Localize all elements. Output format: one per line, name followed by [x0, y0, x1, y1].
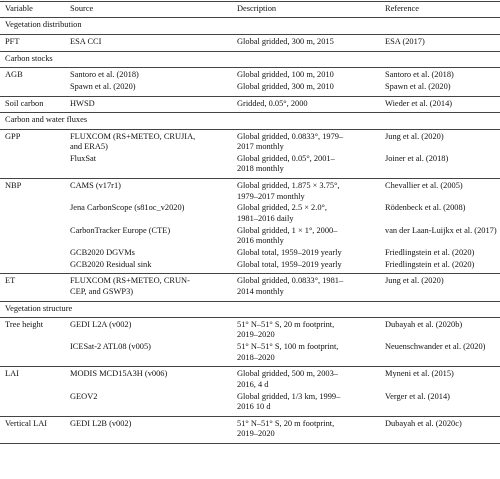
reference-cell: Dubayah et al. (2020b)	[385, 320, 463, 329]
section-rule	[0, 67, 500, 68]
description-cell: Global gridded, 300 m, 2010	[237, 81, 334, 91]
header-description: Description	[237, 4, 277, 13]
reference-cell: Rödenbeck et al. (2008)	[385, 203, 466, 213]
variable-label: Tree height	[5, 320, 44, 329]
source-cell: GCB2020 Residual sink	[70, 259, 152, 269]
source-cell: GEDI L2A (v002)	[70, 320, 132, 329]
description-cell: 2018 monthly	[237, 164, 284, 174]
reference-cell: Chevallier et al. (2005)	[385, 181, 463, 191]
reference-cell: Myneni et al. (2015)	[385, 369, 454, 379]
description-cell: Global gridded, 500 m, 2003–	[237, 369, 338, 379]
description-cell: Global gridded, 300 m, 2015	[237, 36, 334, 46]
section-title: Carbon and water fluxes	[5, 115, 88, 125]
source-cell: CAMS (v17r1)	[70, 181, 121, 191]
description-cell: 2016 10 d	[237, 402, 271, 411]
section-rule	[0, 129, 500, 130]
source-cell: Santoro et al. (2018)	[70, 70, 139, 79]
description-cell: 51° N–51° S, 20 m footprint,	[237, 320, 335, 329]
group-rule	[0, 416, 500, 417]
reference-cell: Joiner et al. (2018)	[385, 154, 449, 163]
description-cell: Global gridded, 2.5 × 2.0°,	[237, 203, 327, 213]
section-title: Vegetation distribution	[5, 20, 82, 30]
group-rule	[0, 273, 500, 274]
source-cell: ESA CCI	[70, 36, 102, 46]
variable-label: LAI	[5, 369, 19, 379]
group-rule	[0, 301, 500, 302]
header-variable: Variable	[5, 4, 33, 13]
variable-label: Soil carbon	[5, 98, 44, 108]
description-cell: 51° N–51° S, 20 m footprint,	[237, 418, 335, 428]
reference-cell: Friedlingstein et al. (2020)	[385, 259, 475, 269]
description-cell: Global gridded, 1/3 km, 1999–	[237, 391, 341, 401]
description-cell: 2016 monthly	[237, 236, 284, 245]
group-rule	[0, 51, 500, 52]
source-cell: CarbonTracker Europe (CTE)	[70, 225, 171, 235]
variable-label: PFT	[5, 36, 20, 46]
description-cell: 51° N–51° S, 100 m footprint,	[237, 342, 339, 352]
description-cell: 2016, 4 d	[237, 379, 269, 389]
source-cell: HWSD	[70, 98, 95, 108]
header-reference: Reference	[385, 4, 419, 13]
source-cell: ICESat-2 ATL08 (v005)	[70, 342, 151, 352]
group-rule	[0, 178, 500, 179]
variable-label: Vertical LAI	[5, 418, 48, 428]
reference-cell: Jung et al. (2020)	[385, 131, 444, 141]
source-cell: GCB2020 DGVMs	[70, 247, 135, 257]
reference-cell: ESA (2017)	[385, 36, 425, 46]
description-cell: 2019–2020	[237, 429, 275, 439]
source-cell: Spawn et al. (2020)	[70, 81, 136, 91]
header-source: Source	[70, 4, 94, 13]
group-rule	[0, 96, 500, 97]
source-cell: and ERA5)	[70, 142, 108, 152]
section-rule	[0, 317, 500, 318]
source-cell: MODIS MCD15A3H (v006)	[70, 369, 168, 379]
reference-cell: Dubayah et al. (2020c)	[385, 418, 462, 428]
source-cell: CEP, and GSWP3)	[70, 286, 134, 296]
description-cell: 2018–2020	[237, 352, 275, 362]
source-cell: GEOV2	[70, 391, 98, 401]
description-cell: Global gridded, 0.0833°, 1979–	[237, 131, 344, 141]
section-title: Vegetation structure	[5, 303, 73, 313]
variable-label: ET	[5, 276, 16, 286]
description-cell: Global gridded, 0.05°, 2001–	[237, 154, 335, 163]
header-rule	[0, 17, 500, 18]
variable-label: AGB	[5, 70, 23, 79]
description-cell: 2019–2020	[237, 330, 275, 340]
group-rule	[0, 366, 500, 367]
description-cell: Global total, 1959–2019 yearly	[237, 259, 342, 269]
section-rule	[0, 34, 500, 35]
source-cell: FluxSat	[70, 154, 97, 163]
reference-cell: Neuenschwander et al. (2020)	[385, 342, 486, 352]
section-title: Carbon stocks	[5, 53, 53, 63]
description-cell: 2014 monthly	[237, 286, 284, 296]
table-top-rule	[0, 1, 500, 2]
reference-cell: Friedlingstein et al. (2020)	[385, 247, 475, 257]
description-cell: Global gridded, 100 m, 2010	[237, 70, 334, 79]
description-cell: Global gridded, 1 × 1°, 2000–	[237, 225, 338, 235]
source-cell: GEDI L2B (v002)	[70, 418, 132, 428]
reference-cell: Verger et al. (2014)	[385, 391, 450, 401]
reference-cell: Spawn et al. (2020)	[385, 81, 451, 91]
description-cell: Global gridded, 0.0833°, 1981–	[237, 276, 344, 286]
variable-label: NBP	[5, 181, 22, 191]
group-rule	[0, 112, 500, 113]
source-cell: Jena CarbonScope (s81oc_v2020)	[70, 203, 185, 213]
variable-label: GPP	[5, 131, 21, 141]
description-cell: 1979–2017 monthly	[237, 191, 305, 201]
table-bottom-rule	[0, 443, 500, 444]
description-cell: 2017 monthly	[237, 142, 284, 152]
description-cell: 1981–2016 daily	[237, 213, 294, 223]
reference-cell: Jung et al. (2020)	[385, 276, 444, 286]
description-cell: Global gridded, 1.875 × 3.75°,	[237, 181, 340, 191]
source-cell: FLUXCOM (RS+METEO, CRUN-	[70, 276, 190, 286]
description-cell: Gridded, 0.05°, 2000	[237, 98, 308, 108]
source-cell: FLUXCOM (RS+METEO, CRUJIA,	[70, 131, 196, 141]
description-cell: Global total, 1959–2019 yearly	[237, 247, 342, 257]
reference-cell: Santoro et al. (2018)	[385, 70, 454, 79]
reference-cell: van der Laan-Luijkx et al. (2017)	[385, 225, 497, 235]
reference-cell: Wieder et al. (2014)	[385, 98, 453, 108]
